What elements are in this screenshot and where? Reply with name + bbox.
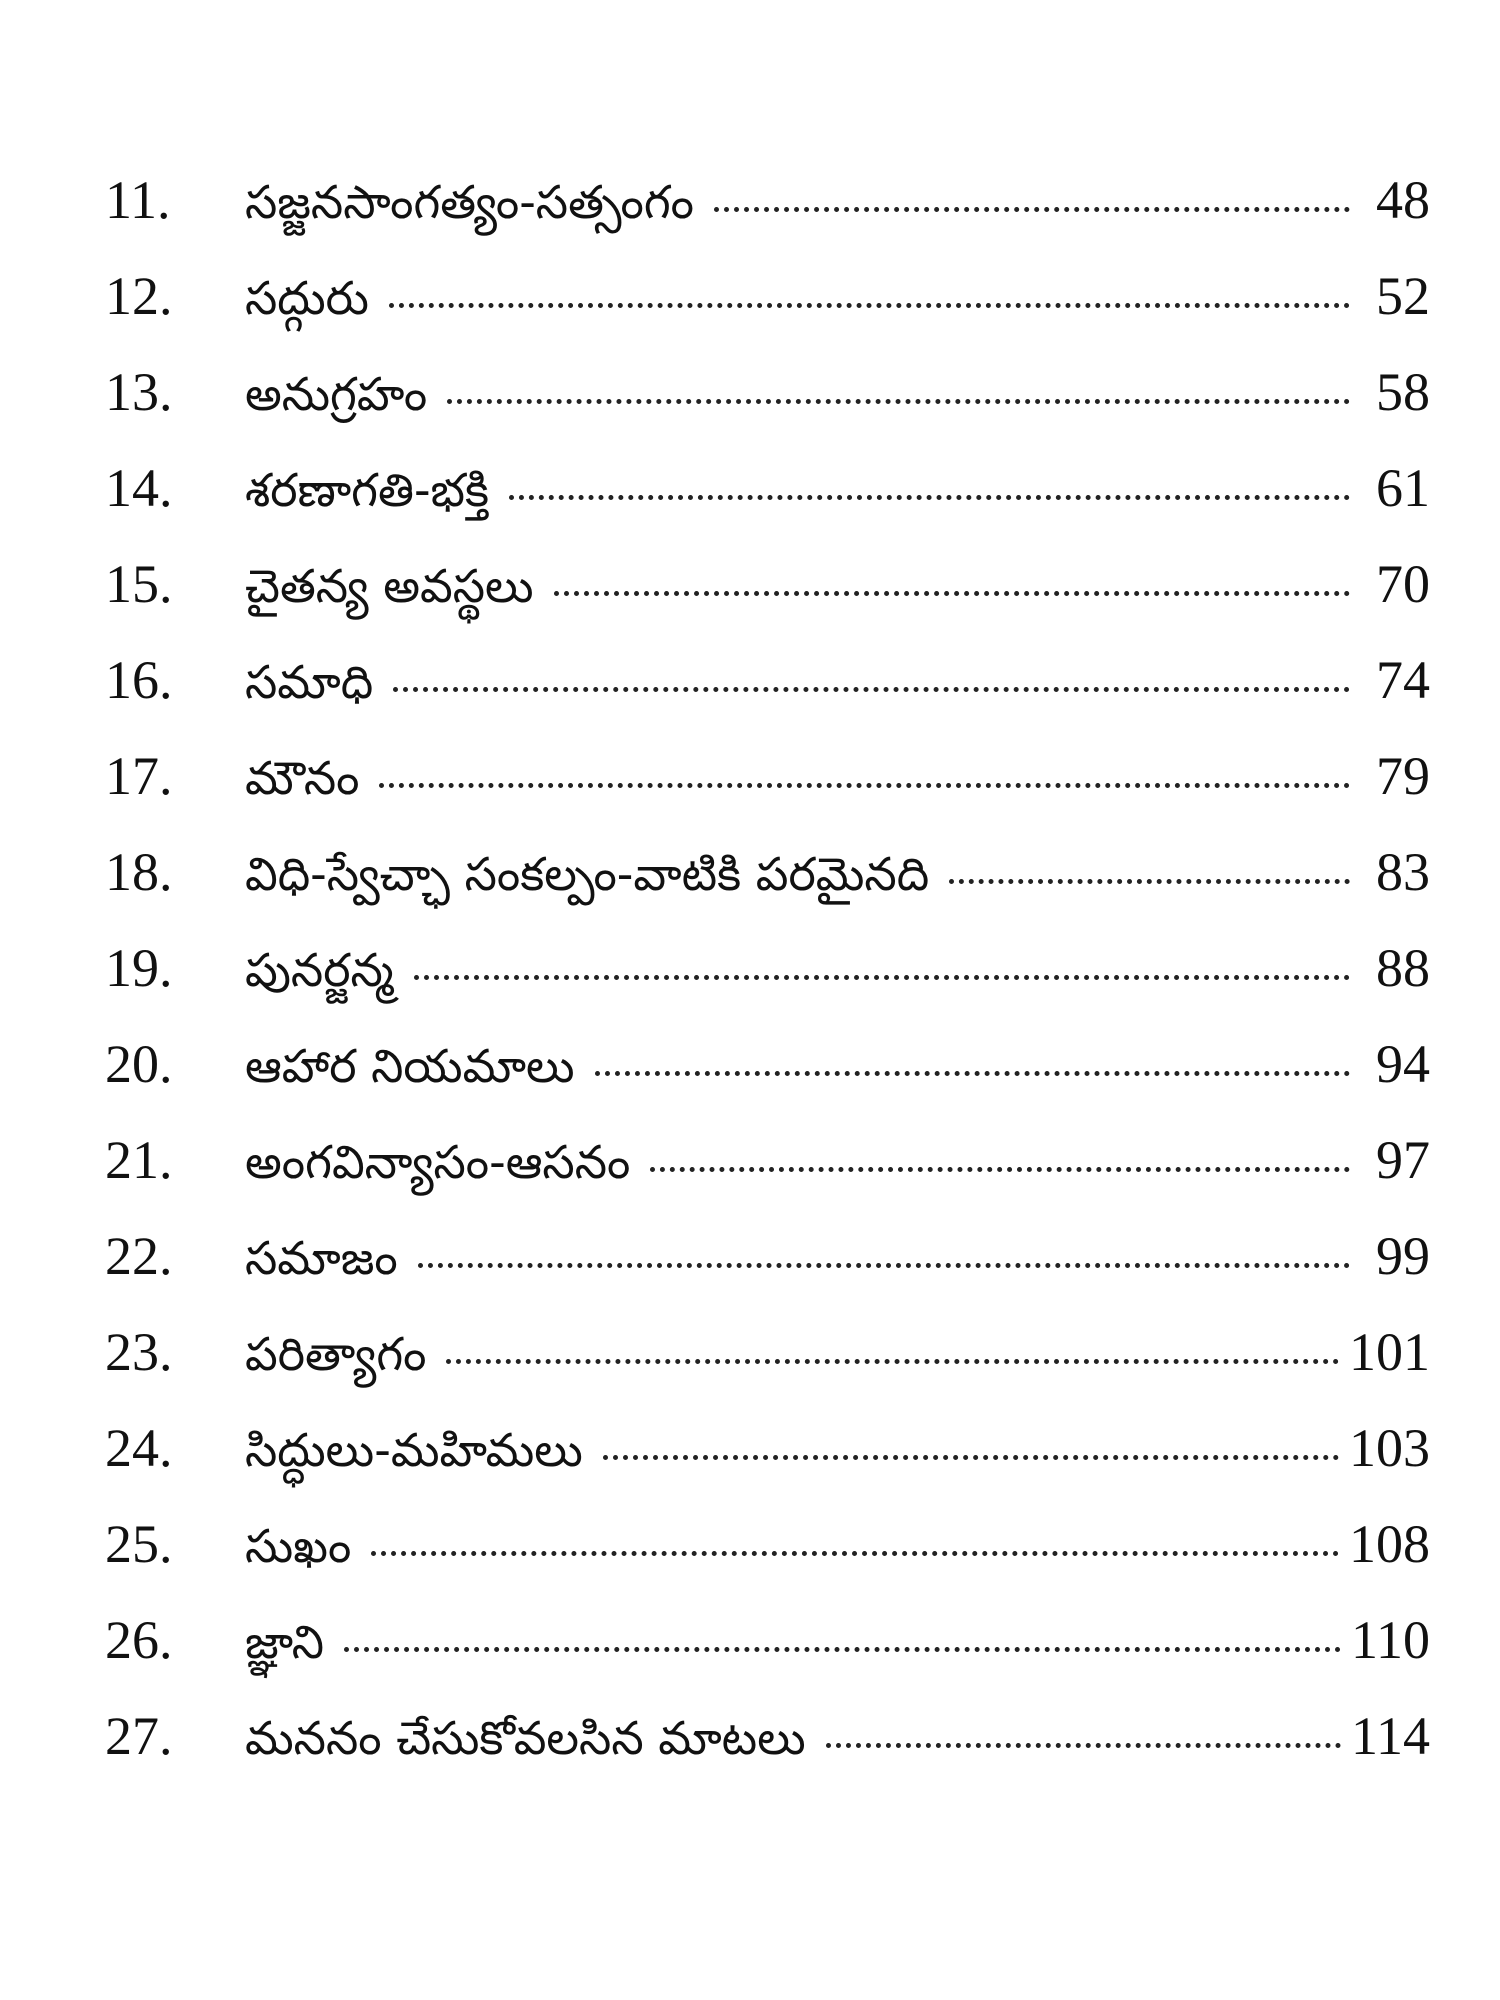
- toc-entry-number: 14.: [105, 458, 173, 518]
- toc-entry-number: 11.: [105, 170, 171, 230]
- dot-leader: [554, 591, 1350, 596]
- toc-entry-page: 79: [1376, 746, 1430, 806]
- toc-entry-number: 26.: [105, 1610, 173, 1670]
- toc-entry-title: అనుగ్రహం: [245, 367, 428, 421]
- toc-entry[interactable]: [105, 536, 1430, 632]
- toc-entry-page: 103: [1349, 1418, 1430, 1478]
- dot-leader: [650, 1167, 1350, 1172]
- toc-entry-title: జ్ఞాని: [245, 1615, 324, 1669]
- toc-entry[interactable]: [105, 1400, 1430, 1496]
- toc-entry-page: 74: [1376, 650, 1430, 710]
- dot-leader: [509, 495, 1350, 500]
- toc-entry-title: శరణాగతి-భక్తి: [245, 463, 490, 517]
- dot-leader: [446, 1359, 1339, 1364]
- toc-entry-page: 58: [1376, 362, 1430, 422]
- toc-entry-number: 23.: [105, 1322, 173, 1382]
- toc-entry[interactable]: [105, 248, 1430, 344]
- toc-entry-title: పరిత్యాగం: [245, 1327, 427, 1381]
- table-of-contents: [105, 152, 1430, 1784]
- toc-entry-number: 13.: [105, 362, 173, 422]
- toc-entry-number: 22.: [105, 1226, 173, 1286]
- toc-entry-title: సిద్ధులు-మహిమలు: [245, 1423, 583, 1477]
- dot-leader: [344, 1647, 1341, 1652]
- toc-entry-page: 94: [1376, 1034, 1430, 1094]
- dot-leader: [371, 1551, 1339, 1556]
- toc-entry[interactable]: [105, 1496, 1430, 1592]
- toc-entry-title: పునర్జన్మ: [245, 943, 394, 997]
- toc-entry-page: 97: [1376, 1130, 1430, 1190]
- toc-entry-title: చైతన్య అవస్థలు: [245, 559, 534, 613]
- toc-entry-number: 17.: [105, 746, 173, 806]
- dot-leader: [826, 1743, 1341, 1748]
- toc-entry-title: మౌనం: [245, 751, 360, 805]
- toc-entry-page: 88: [1376, 938, 1430, 998]
- toc-entry[interactable]: [105, 344, 1430, 440]
- toc-entry-page: 114: [1351, 1706, 1430, 1766]
- toc-entry-number: 27.: [105, 1706, 173, 1766]
- toc-entry-title: సజ్జనసాంగత్యం-సత్సంగం: [245, 175, 694, 229]
- toc-entry[interactable]: [105, 1016, 1430, 1112]
- toc-entry-number: 20.: [105, 1034, 173, 1094]
- toc-entry-title: ఆహార నియమాలు: [245, 1039, 575, 1093]
- dot-leader: [418, 1263, 1350, 1268]
- toc-entry-title: సమాజం: [245, 1231, 398, 1285]
- toc-entry-title: సద్గురు: [245, 271, 369, 325]
- toc-entry-number: 18.: [105, 842, 173, 902]
- toc-entry[interactable]: [105, 920, 1430, 1016]
- dot-leader: [447, 399, 1350, 404]
- toc-entry-number: 24.: [105, 1418, 173, 1478]
- toc-entry-title: సమాధి: [245, 655, 374, 709]
- dot-leader: [393, 687, 1350, 692]
- toc-entry-page: 101: [1349, 1322, 1430, 1382]
- toc-entry-page: 48: [1376, 170, 1430, 230]
- toc-entry-page: 108: [1349, 1514, 1430, 1574]
- toc-entry-page: 110: [1351, 1610, 1430, 1670]
- toc-entry[interactable]: [105, 1112, 1430, 1208]
- toc-entry-number: 12.: [105, 266, 173, 326]
- toc-entry[interactable]: [105, 1304, 1430, 1400]
- toc-entry[interactable]: [105, 1208, 1430, 1304]
- toc-entry-number: 21.: [105, 1130, 173, 1190]
- dot-leader: [714, 207, 1350, 212]
- dot-leader: [949, 879, 1350, 884]
- toc-entry-number: 25.: [105, 1514, 173, 1574]
- toc-entry-title: మననం చేసుకోవలసిన మాటలు: [245, 1711, 806, 1765]
- toc-entry-page: 83: [1376, 842, 1430, 902]
- dot-leader: [595, 1071, 1350, 1076]
- dot-leader: [414, 975, 1350, 980]
- toc-entry-number: 15.: [105, 554, 173, 614]
- toc-entry[interactable]: [105, 824, 1430, 920]
- toc-entry-page: 61: [1376, 458, 1430, 518]
- toc-entry-page: 99: [1376, 1226, 1430, 1286]
- dot-leader: [603, 1455, 1339, 1460]
- toc-entry-page: 70: [1376, 554, 1430, 614]
- toc-entry[interactable]: [105, 1688, 1430, 1784]
- toc-entry-number: 16.: [105, 650, 173, 710]
- toc-entry[interactable]: [105, 440, 1430, 536]
- toc-entry[interactable]: [105, 632, 1430, 728]
- toc-entry-title: సుఖం: [245, 1519, 352, 1573]
- toc-entry-number: 19.: [105, 938, 173, 998]
- toc-entry-page: 52: [1376, 266, 1430, 326]
- toc-entry[interactable]: [105, 1592, 1430, 1688]
- toc-entry[interactable]: [105, 728, 1430, 824]
- dot-leader: [389, 303, 1350, 308]
- dot-leader: [379, 783, 1350, 788]
- toc-entry[interactable]: [105, 152, 1430, 248]
- toc-entry-title: విధి-స్వేచ్ఛా సంకల్పం-వాటికి పరమైనది: [245, 847, 930, 901]
- toc-entry-title: అంగవిన్యాసం-ఆసనం: [245, 1135, 631, 1189]
